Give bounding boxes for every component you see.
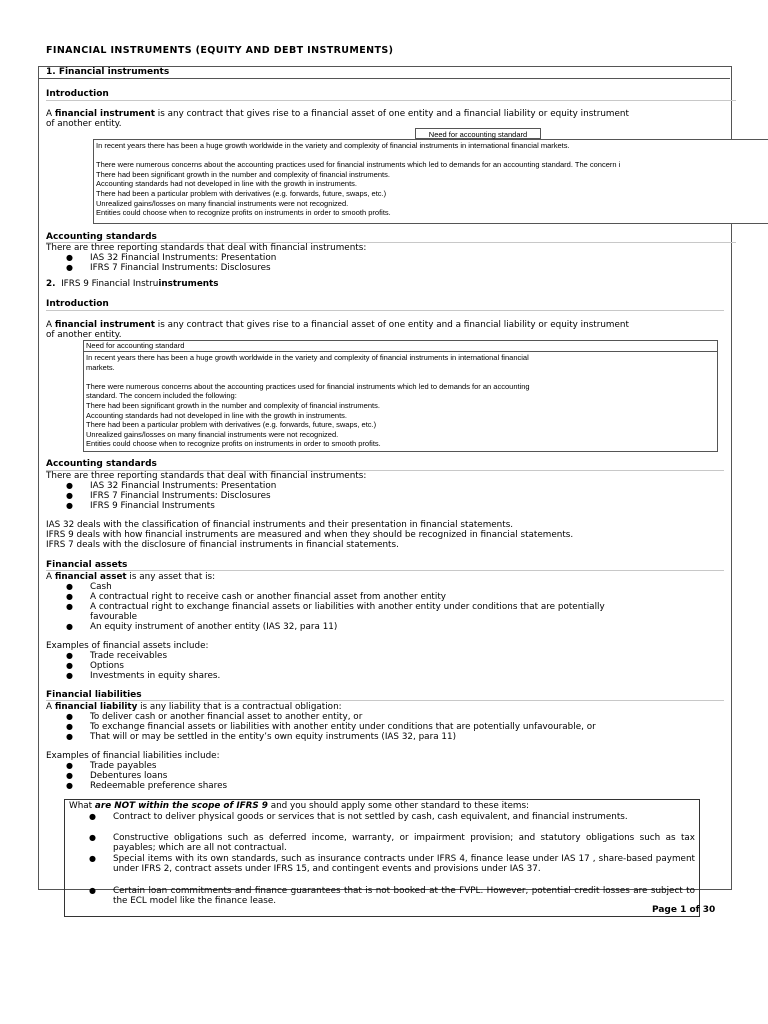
note-line: There had been a particular problem with derivatives (e.g. forwards, future, swaps, etc.) (96, 188, 387, 198)
section-2-accounting-intro: There are three reporting standards that deal with financial instruments: (46, 471, 367, 481)
divider (46, 100, 736, 101)
list-item: ● Contract to deliver physical goods or services that is not settled by cash, cash equivalent, and financial instruments. (89, 812, 628, 822)
list-item: ● To deliver cash or another financial asset to another entity, or (66, 712, 363, 722)
note-line: There had been significant growth in the number and complexity of financial instruments. (86, 400, 380, 410)
scope-exclusions-box (64, 799, 700, 917)
note-line: Unrealized gains/losses on many financial instruments were not recognized. (96, 198, 349, 208)
financial-asset-definition: A financial asset is any asset that is: (46, 572, 216, 582)
list-item: ● IAS 32 Financial Instruments: Presentation (66, 253, 277, 263)
list-item: ● Redeemable preference shares (66, 781, 228, 791)
list-item: ● Debentures loans (66, 771, 168, 781)
document-title: FINANCIAL INSTRUMENTS (EQUITY AND DEBT INSTRUMENTS) (46, 45, 394, 56)
divider (46, 570, 724, 571)
list-item: ● IFRS 7 Financial Instruments: Disclosures (66, 491, 271, 501)
list-item: ● To exchange financial assets or liabilities with another entity under conditions that are potentially unfavourable, or (66, 722, 596, 732)
list-item: ● Trade payables (66, 761, 157, 771)
list-item: ● Certain loan commitments and finance guarantees that is not booked at the FVPL. However, potential credit losses are subject to the ECL model like the finance lease. (89, 886, 695, 907)
financial-liability-definition: A financial liability is any liability that is a contractual obligation: (46, 702, 342, 712)
page-number: Page 1 of 30 (652, 905, 716, 915)
paragraph: IFRS 9 deals with how financial instruments are measured and when they should be recognized in financial statements. (46, 530, 574, 540)
note-line: Entities could choose when to recognize profits on instruments in order to smooth profits. (96, 208, 391, 218)
section-1-heading: 1. Financial instruments (38, 66, 730, 79)
section-2-note-box (83, 340, 718, 452)
divider (46, 700, 724, 701)
list-item: ● A contractual right to exchange financial assets or liabilities with another entity under conditions that are potentially (66, 602, 605, 612)
note-line: Accounting standards had not developed in line with the growth in instruments. (96, 179, 357, 189)
list-item: ● An equity instrument of another entity (IAS 32, para 11) (66, 622, 338, 632)
financial-assets-heading: Financial assets (46, 560, 128, 570)
paragraph: Examples of financial assets include: (46, 641, 209, 651)
section-1-intro-paragraph: A financial instrument is any contract that gives rise to a financial asset of one entity and a financial liability or equity instrument (46, 109, 629, 119)
note-line: Accounting standards had not developed in line with the growth in instruments. (86, 410, 347, 420)
section-1-intro-heading: Introduction (46, 89, 109, 99)
note-line (86, 372, 717, 382)
list-item: ● IFRS 7 Financial Instruments: Disclosures (66, 263, 271, 273)
section-1-accounting-heading: Accounting standards (46, 232, 157, 242)
financial-liabilities-heading: Financial liabilities (46, 690, 142, 700)
paragraph: IFRS 7 deals with the disclosure of financial instruments in financial statements. (46, 540, 399, 550)
scope-box-intro: What are NOT within the scope of IFRS 9 and you should apply some other standard to these items: (69, 801, 530, 811)
section-1-note-title: Need for accounting standard (415, 128, 541, 139)
paragraph: Examples of financial liabilities include: (46, 751, 220, 761)
list-item: ● A contractual right to receive cash or another financial asset from another entity (66, 592, 446, 602)
list-item: ● Options (66, 661, 124, 671)
list-item-continuation: favourable (90, 612, 138, 622)
section-2-heading: 2. IFRS 9 Financial Instruinstruments (46, 279, 219, 289)
section-2-accounting-heading: Accounting standards (46, 459, 157, 469)
note-line: There had been significant growth in the number and complexity of financial instruments. (96, 169, 390, 179)
section-1-note-box (93, 139, 768, 224)
note-line: markets. (86, 362, 115, 372)
section-2-intro-paragraph-cont: of another entity. (46, 330, 122, 340)
list-item: ● Cash (66, 582, 112, 592)
section-2-note-title: Need for accounting standard (84, 341, 717, 352)
list-item: ● Investments in equity shares. (66, 671, 221, 681)
note-line: standard. The concern included the following: (86, 391, 237, 401)
list-item: ● IFRS 9 Financial Instruments (66, 501, 215, 511)
note-line: In recent years there has been a huge growth worldwide in the variety and complexity of financial instruments in international financial (86, 353, 529, 362)
list-item: ● That will or may be settled in the entity’s own equity instruments (IAS 32, para 11) (66, 732, 457, 742)
section-1-accounting-intro: There are three reporting standards that deal with financial instruments: (46, 243, 367, 253)
list-item: ● Constructive obligations such as deferred income, warranty, or impairment provision; and statutory obligations such as tax payables; which are all not contractual. (89, 833, 695, 854)
list-item: ● IAS 32 Financial Instruments: Presentation (66, 481, 277, 491)
note-line: There were numerous concerns about the accounting practices used for financial instruments which led to demands for an accounting (86, 381, 530, 391)
note-line: There had been a particular problem with derivatives (e.g. forwards, future, swaps, etc.) (86, 420, 377, 430)
list-item: ● Trade receivables (66, 651, 168, 661)
section-1-intro-paragraph-cont: of another entity. (46, 119, 122, 129)
note-line: Entities could choose when to recognize profits on instruments in order to smooth profits. (86, 439, 381, 449)
note-line (96, 151, 768, 161)
list-item: ● Special items with its own standards, such as insurance contracts under IFRS 4, finance lease under IAS 17 , share-based payment under IFRS 2, contract assets under IFRS 15, and contingent events and provisions under IAS 37. (89, 854, 695, 875)
note-line: There were numerous concerns about the accounting practices used for financial instruments which led to demands for an accounting standard. The concern i (96, 160, 621, 170)
section-2-intro-paragraph: A financial instrument is any contract that gives rise to a financial asset of one entity and a financial liability or equity instrument (46, 320, 629, 330)
note-line: Unrealized gains/losses on many financial instruments were not recognized. (86, 429, 339, 439)
divider (46, 310, 724, 311)
note-line: In recent years there has been a huge growth worldwide in the variety and complexity of financial instruments in international financial markets. (96, 141, 570, 150)
paragraph: IAS 32 deals with the classification of financial instruments and their presentation in financial statements. (46, 520, 514, 530)
section-2-intro-heading: Introduction (46, 299, 109, 309)
